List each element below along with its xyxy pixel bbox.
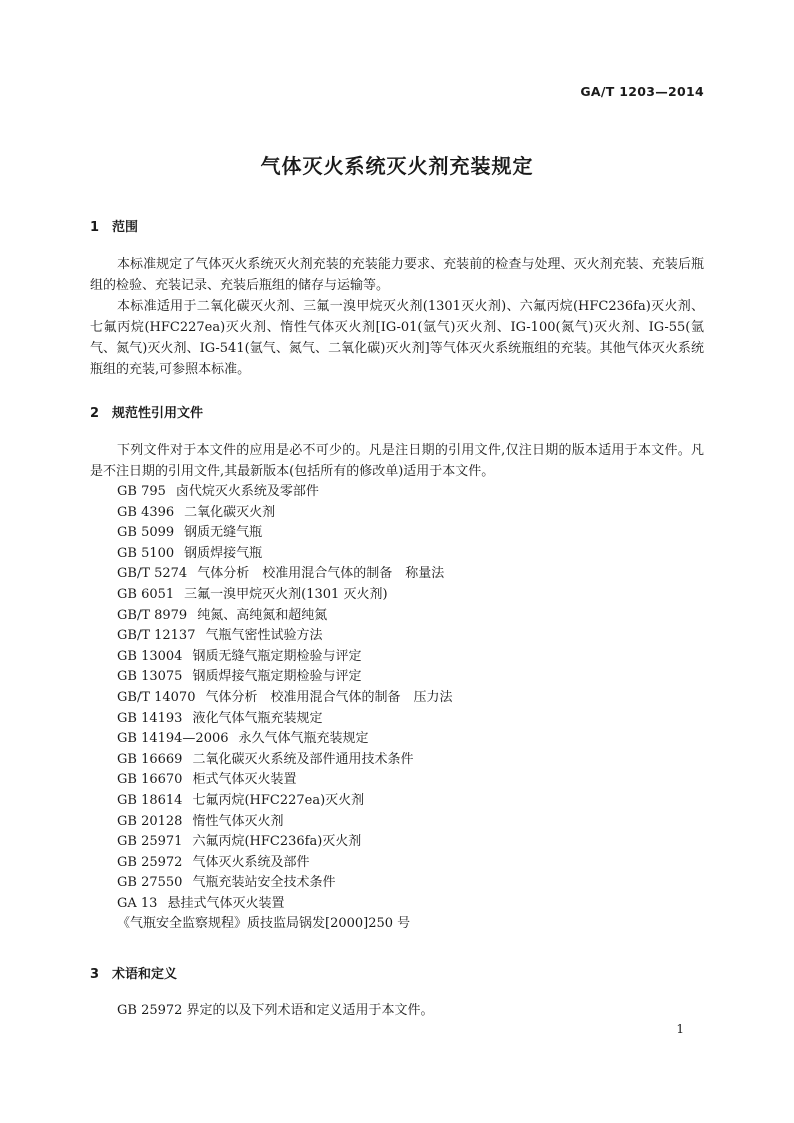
reference-item — [117, 873, 453, 894]
reference-item — [117, 626, 453, 647]
reference-title: 永久气体气瓶充装规定 — [238, 731, 369, 747]
reference-item — [117, 482, 453, 503]
section-number: 2 — [90, 406, 100, 421]
document-code: GA/T 1203—2014 — [580, 84, 704, 99]
reference-title: 七氟丙烷(HFC227ea)灭火剂 — [192, 792, 365, 808]
reference-code: GB 25972 — [117, 854, 183, 870]
reference-code: GB 795 — [117, 484, 166, 499]
reference-item — [117, 853, 453, 874]
reference-code: GB/T 8979 — [117, 607, 188, 623]
reference-title: 卤代烷灭火系统及零部件 — [175, 484, 319, 499]
reference-item — [117, 729, 453, 750]
reference-code: GB/T 12137 — [117, 628, 196, 644]
reference-code: GB 13075 — [117, 669, 183, 685]
reference-code: GA 13 — [117, 895, 158, 911]
section-title: 术语和定义 — [112, 967, 178, 982]
reference-title: 纯氮、高纯氮和超纯氮 — [197, 607, 328, 623]
reference-item — [117, 770, 453, 791]
reference-code: GB/T 14070 — [117, 689, 196, 705]
document-title: 气体灭火系统灭火剂充装规定 — [260, 154, 534, 178]
reference-code: GB 18614 — [117, 792, 183, 808]
reference-item — [117, 503, 453, 524]
reference-code: GB 14194—2006 — [117, 731, 229, 747]
reference-title: 三氟一溴甲烷灭火剂(1301 灭火剂) — [184, 586, 388, 602]
reference-code: GB 25971 — [117, 834, 183, 850]
reference-title: 气体分析 校准用混合气体的制备 压力法 — [205, 689, 453, 705]
reference-title: 气瓶充装站安全技术条件 — [192, 875, 336, 891]
reference-item — [117, 688, 453, 709]
reference-item — [117, 606, 453, 627]
reference-code: GB 27550 — [117, 875, 183, 891]
reference-item — [117, 647, 453, 668]
section-1-heading — [90, 216, 138, 235]
reference-code: GB 20128 — [117, 813, 183, 829]
reference-code: GB/T 5274 — [117, 566, 188, 582]
reference-title: 钢质焊接气瓶定期检验与评定 — [192, 669, 362, 685]
reference-code: GB 16670 — [117, 772, 183, 788]
page-number: 1 — [676, 1022, 684, 1036]
scope-paragraph-1: 本标准规定了气体灭火系统灭火剂充装的充装能力要求、充装前的检查与处理、灭火剂充装、充装后瓶组的检验、充装记录、充装后瓶组的储存与运输等。 — [90, 257, 704, 293]
reference-title: 《气瓶安全监察规程》质技监局锅发[2000]250 号 — [117, 916, 411, 932]
section-title: 规范性引用文件 — [112, 406, 204, 421]
reference-item — [117, 709, 453, 730]
reference-title: 钢质焊接气瓶 — [184, 545, 263, 561]
reference-item — [117, 544, 453, 565]
section-title: 范围 — [112, 220, 139, 235]
reference-title: 惰性气体灭火剂 — [192, 813, 284, 829]
scope-paragraph-2: 本标准适用于二氧化碳灭火剂、三氟一溴甲烷灭火剂(1301灭火剂)、六氟丙烷(HFC236fa)灭火剂、七氟丙烷(HFC227ea)灭火剂、惰性气体灭火剂[IG-01(氩气)灭火剂、IG-100(氮气)灭火剂、IG-55(氩气、氮气)灭火剂、IG-541(氩气、氮气、二氧化碳)灭火剂]等气体灭火系统瓶组的充装。其他气体灭火系统瓶组的充装,可参照本标准。 — [90, 299, 704, 377]
reference-list — [117, 482, 453, 935]
section-number: 3 — [90, 967, 100, 982]
section-2-heading — [90, 402, 203, 421]
reference-title: 液化气体气瓶充装规定 — [192, 710, 323, 726]
reference-title: 钢质无缝气瓶定期检验与评定 — [192, 648, 362, 664]
reference-item — [117, 832, 453, 853]
normative-references-intro: 下列文件对于本文件的应用是必不可少的。凡是注日期的引用文件,仅注日期的版本适用于本文件。凡是不注日期的引用文件,其最新版本(包括所有的修改单)适用于本文件。 — [90, 443, 704, 479]
reference-code: GB 6051 — [117, 586, 175, 602]
reference-title: 气体灭火系统及部件 — [192, 854, 310, 870]
reference-title: 气瓶气密性试验方法 — [205, 628, 323, 644]
section-3-heading — [90, 963, 177, 982]
reference-item — [117, 750, 453, 771]
reference-item — [117, 894, 453, 915]
reference-item — [117, 791, 453, 812]
reference-code: GB 13004 — [117, 648, 183, 664]
reference-code: GB 4396 — [117, 504, 175, 520]
reference-code: GB 5100 — [117, 545, 175, 561]
reference-title: 气体分析 校准用混合气体的制备 称量法 — [197, 566, 445, 582]
reference-title: 悬挂式气体灭火装置 — [167, 895, 285, 911]
reference-item — [117, 523, 453, 544]
reference-item — [117, 667, 453, 688]
reference-item — [117, 585, 453, 606]
reference-code: GB 14193 — [117, 710, 183, 726]
reference-title: 六氟丙烷(HFC236fa)灭火剂 — [192, 834, 362, 850]
reference-title: 二氧化碳灭火系统及部件通用技术条件 — [192, 751, 414, 767]
reference-title: 钢质无缝气瓶 — [184, 525, 263, 541]
reference-code: GB 16669 — [117, 751, 183, 767]
reference-item — [117, 914, 453, 935]
reference-title: 柜式气体灭火装置 — [192, 772, 297, 788]
reference-title: 二氧化碳灭火剂 — [184, 504, 276, 520]
section-number: 1 — [90, 220, 100, 235]
terms-paragraph: GB 25972 界定的以及下列术语和定义适用于本文件。 — [117, 1003, 434, 1018]
reference-item — [117, 564, 453, 585]
reference-item — [117, 812, 453, 833]
reference-code: GB 5099 — [117, 525, 175, 541]
